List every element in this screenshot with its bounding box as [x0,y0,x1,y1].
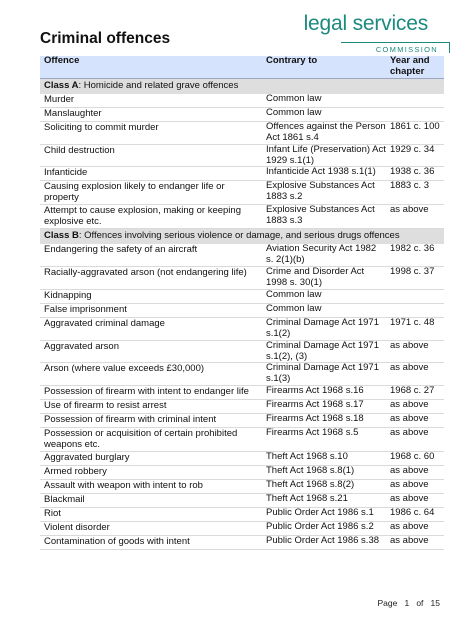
contrary-to-cell: Public Order Act 1986 s.38 [262,536,386,550]
table-row [40,107,444,121]
year-chapter-cell: 1968 c. 60 [386,452,444,466]
contrary-to-cell: Public Order Act 1986 s.1 [262,508,386,522]
offence-cell: Child destruction [40,144,262,167]
year-chapter-cell: 1929 c. 34 [386,144,444,167]
table-row [40,266,444,289]
contrary-to-cell: Theft Act 1968 s.8(2) [262,480,386,494]
year-chapter-cell: as above [386,536,444,550]
year-chapter-cell: 1971 c. 48 [386,317,444,340]
year-chapter-cell [386,94,444,108]
year-chapter-cell: 1938 c. 36 [386,167,444,181]
contrary-to-cell: Infanticide Act 1938 s.1(1) [262,167,386,181]
year-chapter-cell: 1861 c. 100 [386,121,444,144]
class-label: Class A [44,79,79,91]
year-chapter-cell: as above [386,480,444,494]
offence-cell: Aggravated burglary [40,452,262,466]
class-header-row [40,229,444,244]
page-number [377,598,440,608]
table-row [40,386,444,400]
contrary-to-cell: Infant Life (Preservation) Act 1929 s.1(1) [262,144,386,167]
table-row [40,536,444,550]
logo-subtitle: COMMISSION [375,45,438,54]
page-label: Page [377,598,398,608]
contrary-to-cell: Criminal Damage Act 1971 s.1(2), (3) [262,340,386,363]
offence-cell: Use of firearm to resist arrest [40,400,262,414]
table-row [40,121,444,144]
contrary-to-cell: Criminal Damage Act 1971 s.1(3) [262,363,386,386]
offence-cell: Blackmail [40,494,262,508]
year-chapter-cell: as above [386,522,444,536]
offence-cell: Kidnapping [40,289,262,303]
legal-services-commission-logo [292,12,450,54]
offence-cell: Infanticide [40,167,262,181]
header-year-chapter: Year and chapter [386,56,444,78]
table-row [40,317,444,340]
table-row [40,181,444,205]
contrary-to-cell: Crime and Disorder Act 1998 s. 30(1) [262,266,386,289]
class-heading [40,229,444,244]
year-chapter-cell: as above [386,428,444,452]
offence-cell: False imprisonment [40,303,262,317]
table-row [40,205,444,229]
class-description: : Offences involving serious violence or damage, and serious drugs offences [78,230,400,242]
class-heading [40,78,444,93]
table-row [40,363,444,386]
header-contrary-to: Contrary to [262,56,386,78]
table-row [40,340,444,363]
page-total: 15 [430,598,440,608]
table-row [40,400,444,414]
year-chapter-cell: as above [386,494,444,508]
contrary-to-cell: Firearms Act 1968 s.17 [262,400,386,414]
offences-table [40,56,444,550]
class-label: Class B [44,230,79,242]
offence-cell: Soliciting to commit murder [40,121,262,144]
table-row [40,428,444,452]
offence-cell: Murder [40,94,262,108]
offence-cell: Violent disorder [40,522,262,536]
page-title: Criminal offences [40,30,171,47]
table-row [40,466,444,480]
contrary-to-cell: Theft Act 1968 s.21 [262,494,386,508]
year-chapter-cell: 1982 c. 36 [386,244,444,266]
offence-cell: Riot [40,508,262,522]
table-row [40,289,444,303]
contrary-to-cell: Theft Act 1968 s.8(1) [262,466,386,480]
offence-cell: Aggravated criminal damage [40,317,262,340]
table-row [40,508,444,522]
contrary-to-cell: Offences against the Person Act 1861 s.4 [262,121,386,144]
table-row [40,167,444,181]
offence-cell: Assault with weapon with intent to rob [40,480,262,494]
offence-cell: Possession of firearm with intent to endanger life [40,386,262,400]
year-chapter-cell: 1998 c. 37 [386,266,444,289]
offence-cell: Causing explosion likely to endanger life or property [40,181,262,205]
page-of-label: of [416,598,424,608]
header-offence: Offence [40,56,262,78]
offence-cell: Arson (where value exceeds £30,000) [40,363,262,386]
class-description: : Homicide and related grave offences [78,79,239,91]
offence-cell: Aggravated arson [40,340,262,363]
table-row [40,452,444,466]
contrary-to-cell: Common law [262,94,386,108]
table-row [40,244,444,266]
contrary-to-cell: Common law [262,107,386,121]
year-chapter-cell: as above [386,466,444,480]
contrary-to-cell: Common law [262,303,386,317]
offence-cell: Racially-aggravated arson (not endangering life) [40,266,262,289]
offence-cell: Attempt to cause explosion, making or keeping explosive etc. [40,205,262,229]
contrary-to-cell: Aviation Security Act 1982 s. 2(1)(b) [262,244,386,266]
contrary-to-cell: Theft Act 1968 s.10 [262,452,386,466]
contrary-to-cell: Firearms Act 1968 s.5 [262,428,386,452]
year-chapter-cell: as above [386,400,444,414]
table-row [40,494,444,508]
page-current: 1 [404,598,410,608]
year-chapter-cell: as above [386,340,444,363]
year-chapter-cell [386,303,444,317]
offence-cell: Armed robbery [40,466,262,480]
contrary-to-cell: Firearms Act 1968 s.18 [262,414,386,428]
year-chapter-cell: as above [386,414,444,428]
year-chapter-cell: as above [386,205,444,229]
offence-cell: Contamination of goods with intent [40,536,262,550]
contrary-to-cell: Criminal Damage Act 1971 s.1(2) [262,317,386,340]
table-row [40,480,444,494]
contrary-to-cell: Common law [262,289,386,303]
table-header-row [40,56,444,78]
contrary-to-cell: Explosive Substances Act 1883 s.2 [262,181,386,205]
table-row [40,414,444,428]
table-row [40,522,444,536]
table-row [40,144,444,167]
class-header-row [40,78,444,93]
year-chapter-cell: as above [386,363,444,386]
contrary-to-cell: Firearms Act 1968 s.16 [262,386,386,400]
offence-cell: Endangering the safety of an aircraft [40,244,262,266]
offence-cell: Possession or acquisition of certain prohibited weapons etc. [40,428,262,452]
year-chapter-cell: 1883 c. 3 [386,181,444,205]
year-chapter-cell: 1986 c. 64 [386,508,444,522]
offence-cell: Possession of firearm with criminal intent [40,414,262,428]
year-chapter-cell [386,289,444,303]
table-row [40,303,444,317]
year-chapter-cell: 1968 c. 27 [386,386,444,400]
year-chapter-cell [386,107,444,121]
contrary-to-cell: Explosive Substances Act 1883 s.3 [262,205,386,229]
offences-table-body [40,78,444,549]
table-row [40,94,444,108]
offence-cell: Manslaughter [40,107,262,121]
contrary-to-cell: Public Order Act 1986 s.2 [262,522,386,536]
logo-wordmark: legal services [303,12,428,35]
